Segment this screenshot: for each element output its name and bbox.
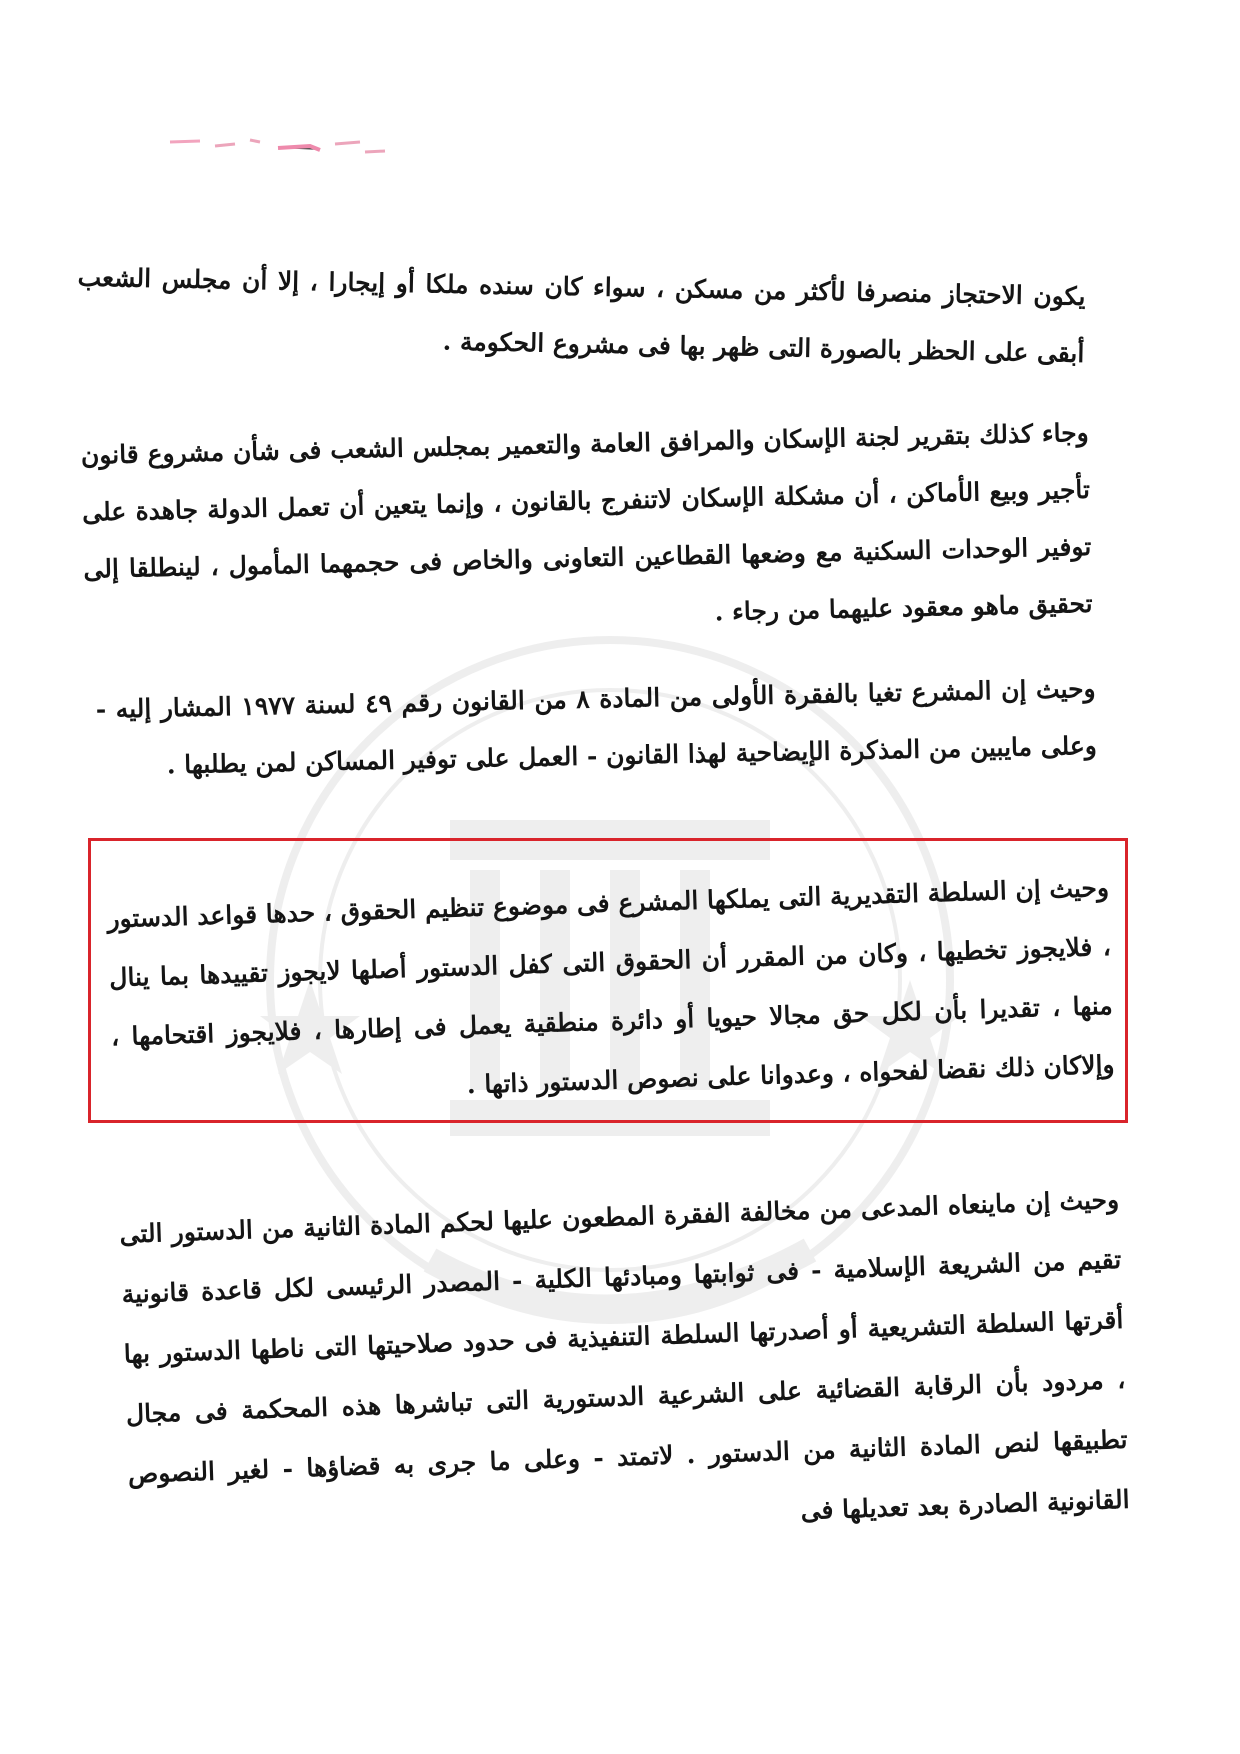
paragraph-4-highlighted: وحيث إن السلطة التقديرية التى يملكها المشرع فى موضوع تنظيم الحقوق ، حدها قواعد الدستور ، فلايجوز تخطيها ، وكان من المقرر أن الحقوق التى كفل الدستور أصلها لايجوز تقييدها بما ينال منها ، تقديرا بأن لكل حق مجالا حيويا أو دائرة منطقية يعمل فى إطارها ، فلايجوز اقتحامها ، وإلاكان ذلك نقضا لفحواه ، وعدوانا على نصوص الدستور ذاتها . — [106, 872, 1115, 1100]
paragraph-2: وجاء كذلك بتقرير لجنة الإسكان والمرافق العامة والتعمير بمجلس الشعب فى شأن مشروع قانون تأجير وبيع الأماكن ، أن مشكلة الإسكان لاتنفرج بالقانون ، وإنما يتعين أن تعمل الدولة جاهدة على توفير الوحدات السكنية مع وضعها القطاعين التعاونى والخاص فى حجمهما المأمول ، لينطلقا إلى تحقيق ماهو معقود عليهما من رجاء . — [80, 417, 1093, 627]
paragraph-3: وحيث إن المشرع تغيا بالفقرة الأولى من المادة ٨ من القانون رقم ٤٩ لسنة ١٩٧٧ المشار إليه - وعلى مايبين من المذكرة الإيضاحية لهذا القانون - العمل على توفير المساكن لمن يطلبها . — [95, 673, 1098, 780]
paragraph-1: يكون الاحتجاز منصرفا لأكثر من مسكن ، سواء كان سنده ملكا أو إيجارا ، إلا أن مجلس الشعب أبقى على الحظر بالصورة التى ظهر بها فى مشروع الحكومة . — [77, 262, 1086, 368]
header-mark-smudge — [160, 132, 390, 162]
paragraph-5: وحيث إن ماينعاه المدعى من مخالفة الفقرة المطعون عليها لحكم المادة الثانية من الدستور التى تقيم من الشريعة الإسلامية - فى ثوابتها ومبادئها الكلية - المصدر الرئيسى لكل قاعدة قانونية أقرتها السلطة التشريعية أو أصدرتها السلطة التنفيذية فى حدود صلاحيتها التى ناطها الدستور بها ، مردود بأن الرقابة القضائية على الشرعية الدستورية التى تباشرها هذه المحكمة فى مجال تطبيقها لنص المادة الثانية من الدستور . لاتمتد - وعلى ما جرى به قضاؤها - لغير النصوص القانونية الصادرة بعد تعديلها فى — [119, 1184, 1131, 1526]
